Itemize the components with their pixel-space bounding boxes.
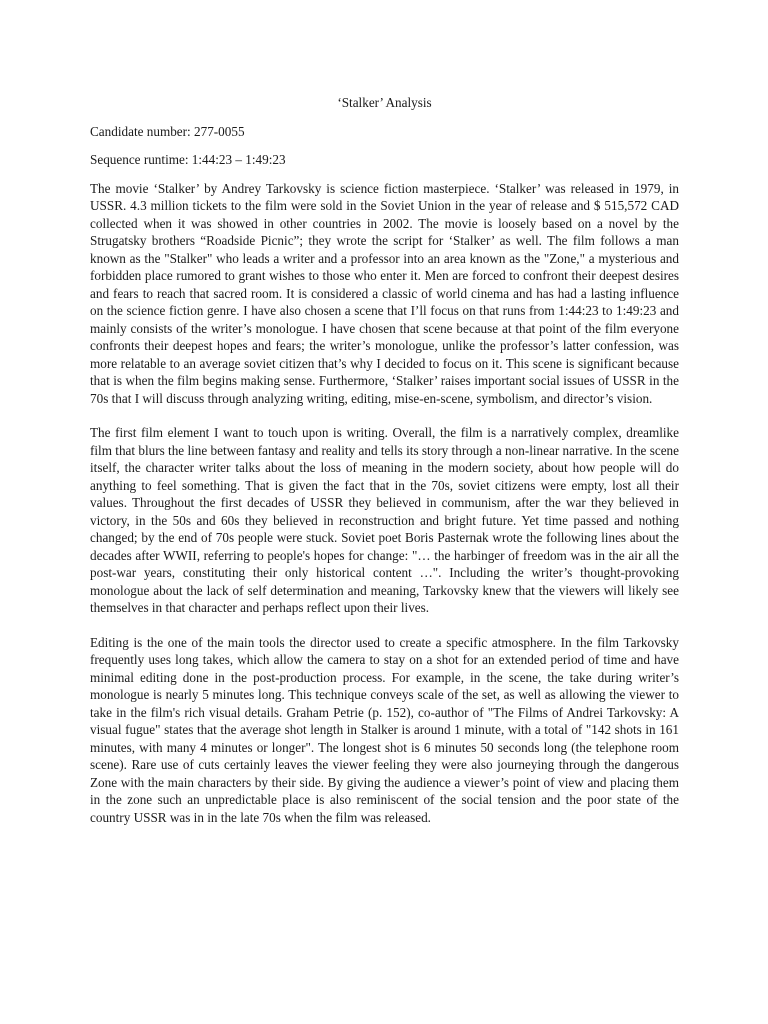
document-body (90, 94, 679, 837)
sequence-runtime: Sequence runtime: 1:44:23 – 1:49:23 (90, 152, 286, 167)
paragraph-introduction: The movie ‘Stalker’ by Andrey Tarkovsky is science fiction masterpiece. ‘Stalker’ was released in 1979, in USSR. 4.3 million tickets to the film were sold in the Soviet Union in the year of release and $ 515,572 CAD collected when it was showed in other countries in 2002. The movie is loosely based on a novel by the Strugatsky brothers “Roadside Picnic”; they wrote the script for ‘Stalker’ as well. The film follows a man known as the "Stalker" who leads a writer and a professor into an area known as the "Zone," a mysterious and forbidden place rumored to grant wishes to those who enter it. Men are forced to confront their deepest desires and fears to reach that sacred room. It is considered a classic of world cinema and has had a lasting influence on the science fiction genre. I have also chosen a scene that I’ll focus on that runs from 1:44:23 to 1:49:23 and mainly consists of the writer’s monologue. I have chosen that scene because at that point of the film everyone confronts their deepest hopes and fears; the writer’s monologue, unlike the professor’s latter confession, was more relatable to an average soviet citizen that’s why I decided to focus on it. This scene is significant because that is when the film begins making sense. Furthermore, ‘Stalker’ raises important social issues of USSR in the 70s that I will discuss through analyzing writing, editing, mise-en-scene, symbolism, and director’s vision. (90, 180, 679, 406)
paragraph-editing: Editing is the one of the main tools the director used to create a specific atmosphere. In the film Tarkovsky frequently uses long takes, which allow the camera to stay on a shot for an extended period of time and have minimal editing done in the post-production process. For example, in the scene, the take during writer’s monologue is nearly 5 minutes long. This technique conveys scale of the set, as well as allowing the viewer to take in the film's rich visual details. Graham Petrie (p. 152), co-author of "The Films of Andrei Tarkovsky: A visual fugue" states that the average shot length in Stalker is around 1 minute, with a total of "142 shots in 161 minutes, with many 4 minutes or longer". The longest shot is 6 minutes 50 seconds long (the telephone room scene). Rare use of cuts certainly leaves the viewer feeling they were also journeying through the dangerous Zone with the main characters by their side. By giving the audience a viewer’s point of view and placing them in the zone such an unpredictable place is also reminiscent of the social tension and the poor state of the country USSR was in in the late 70s when the film was released. (90, 634, 679, 825)
candidate-number: Candidate number: 277-0055 (90, 123, 245, 139)
document-title: ‘Stalker’ Analysis (337, 95, 432, 110)
paragraph-writing: The first film element I want to touch upon is writing. Overall, the film is a narratively complex, dreamlike film that blurs the line between fantasy and reality and tells its story through a non-linear narrative. In the scene itself, the character writer talks about the loss of meaning in the modern society, about how people will do anything to feel something. That is given the fact that in the 70s, soviet citizens were empty, lost all their values. Throughout the first decades of USSR they believed in communism, after the war they believed in victory, in the 50s and 60s they believed in reconstruction and bright future. Yet time passed and nothing changed; by the end of 70s people were stuck. Soviet poet Boris Pasternak wrote the following lines about the decades after WWII, referring to people's hopes for change: "… the harbinger of freedom was in the air all the post-war years, constituting their only historical content …". Including the writer’s thought-provoking monologue about the lack of self determination and meaning, Tarkovsky knew that the viewers will likely see themselves in that character and perhaps reflect upon their lives. (90, 425, 679, 615)
